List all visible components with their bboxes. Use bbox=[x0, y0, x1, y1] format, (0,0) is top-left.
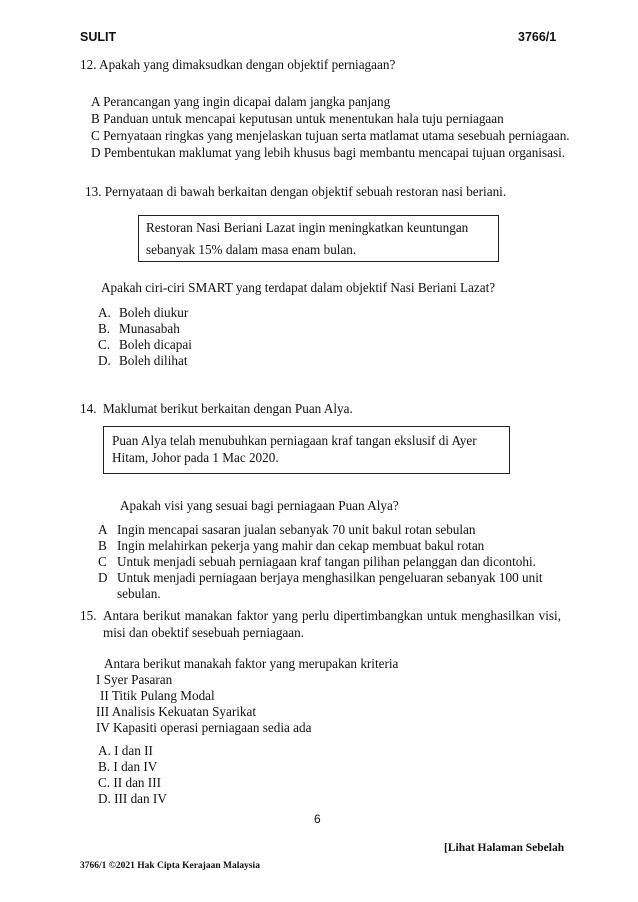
q15-question-line-2: misi dan obektif sesebuah perniagaan. bbox=[103, 625, 305, 640]
q14-option-b-letter: B bbox=[98, 538, 107, 553]
q15-item-1: I Syer Pasaran bbox=[96, 672, 173, 687]
q12-option-d: D Pembentukan maklumat yang lebih khusus bagi membantu mencapai tujuan organisasi. bbox=[91, 145, 566, 160]
q14-option-d-letter: D bbox=[98, 570, 108, 585]
q14-option-b: Ingin melahirkan pekerja yang mahir dan cekap membuat bakul rotan bbox=[117, 538, 485, 553]
q13-question: 13. Pernyataan di bawah berkaitan dengan objektif sebuah restoran nasi beriani. bbox=[85, 184, 507, 199]
q14-box-line-1: Puan Alya telah menubuhkan perniagaan kraf tangan ekslusif di Ayer bbox=[112, 433, 477, 448]
q13-option-b: Munasabah bbox=[119, 321, 180, 336]
q15-question-line-1: Antara berikut manakan faktor yang perlu dipertimbangkan untuk menghasilkan visi, bbox=[103, 608, 561, 623]
q14-option-a: Ingin mencapai sasaran jualan sebanyak 70 unit bakul rotan sebulan bbox=[117, 522, 476, 537]
q14-option-a-letter: A bbox=[98, 522, 108, 537]
q14-question: Maklumat berikut berkaitan dengan Puan Alya. bbox=[103, 401, 353, 416]
q14-info-box bbox=[103, 426, 510, 474]
q13-box-line-2: sebanyak 15% dalam masa enam bulan. bbox=[146, 242, 357, 257]
q14-option-c: Untuk menjadi sebuah perniagaan kraf tangan pilihan pelanggan dan dicontohi. bbox=[117, 554, 536, 569]
q12-option-a: A Perancangan yang ingin dicapai dalam jangka panjang bbox=[91, 94, 391, 109]
q13-prompt: Apakah ciri-ciri SMART yang terdapat dalam objektif Nasi Beriani Lazat? bbox=[101, 280, 496, 295]
q13-option-c-letter: C. bbox=[98, 337, 111, 352]
q14-number: 14. bbox=[80, 401, 97, 416]
q14-box-line-2: Hitam, Johor pada 1 Mac 2020. bbox=[112, 450, 279, 465]
q15-item-2: II Titik Pulang Modal bbox=[100, 688, 215, 703]
q15-item-4: IV Kapasiti operasi perniagaan sedia ada bbox=[96, 720, 312, 735]
q13-box-line-1: Restoran Nasi Beriani Lazat ingin meningkatkan keuntungan bbox=[146, 220, 469, 235]
q15-option-a: A. I dan II bbox=[98, 743, 153, 758]
q15-item-3: III Analisis Kekuatan Syarikat bbox=[96, 704, 257, 719]
q14-option-d-continued: sebulan. bbox=[117, 586, 161, 601]
header-sulit: SULIT bbox=[80, 30, 117, 44]
q15-option-c: C. II dan III bbox=[98, 775, 161, 790]
q14-option-d: Untuk menjadi perniagaan berjaya menghasilkan pengeluaran sebanyak 100 unit bbox=[117, 570, 543, 585]
q12-option-b: B Panduan untuk mencapai keputusan untuk menentukan hala tuju perniagaan bbox=[91, 111, 504, 126]
q15-option-b: B. I dan IV bbox=[98, 759, 158, 774]
header-paper-code: 3766/1 bbox=[518, 30, 557, 44]
q13-info-box bbox=[138, 215, 499, 262]
q13-option-d: Boleh dilihat bbox=[119, 353, 188, 368]
q15-prompt: Antara berikut manakah faktor yang merupakan kriteria bbox=[104, 656, 399, 671]
q13-option-a-letter: A. bbox=[98, 305, 111, 320]
footer-copyright: 3766/1 ©2021 Hak Cipta Kerajaan Malaysia bbox=[80, 861, 260, 871]
q13-option-a: Boleh diukur bbox=[119, 305, 189, 320]
q12-question: 12. Apakah yang dimaksudkan dengan objektif perniagaan? bbox=[80, 57, 396, 72]
q14-prompt: Apakah visi yang sesuai bagi perniagaan Puan Alya? bbox=[120, 498, 399, 513]
q12-option-c: C Pernyataan ringkas yang menjelaskan tujuan serta matlamat utama sesebuah perniagaan. bbox=[91, 128, 570, 143]
q14-option-c-letter: C bbox=[98, 554, 107, 569]
q13-option-b-letter: B. bbox=[98, 321, 111, 336]
footer-next-page: [Lihat Halaman Sebelah bbox=[444, 842, 565, 854]
q15-option-d: D. III dan IV bbox=[98, 791, 167, 806]
q13-option-d-letter: D. bbox=[98, 353, 111, 368]
page-number: 6 bbox=[314, 812, 321, 826]
q15-number: 15. bbox=[80, 608, 97, 623]
q13-option-c: Boleh dicapai bbox=[119, 337, 192, 352]
